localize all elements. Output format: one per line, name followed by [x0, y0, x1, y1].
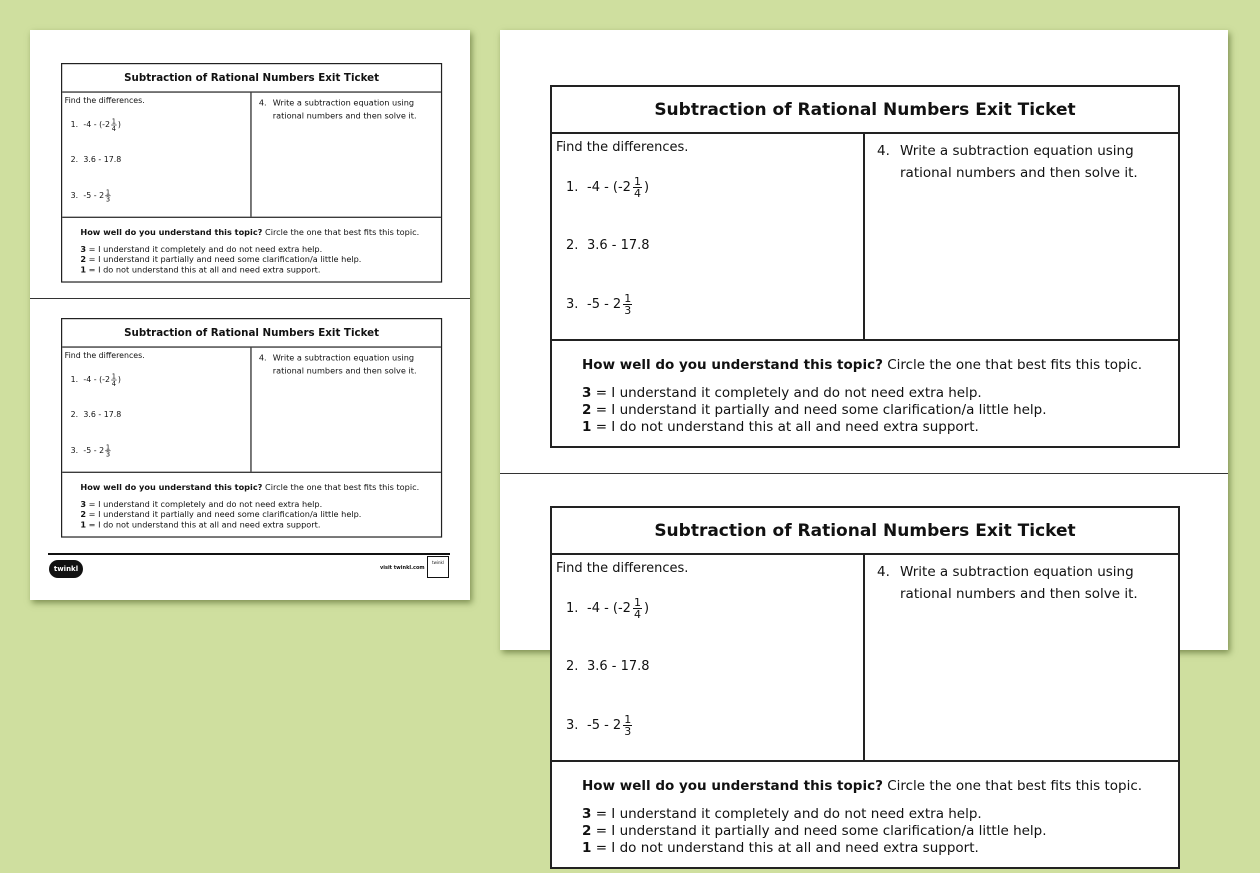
ticket-title: Subtraction of Rational Numbers Exit Ticket: [62, 319, 441, 347]
fraction: $\frac{1}{3}$: [105, 443, 111, 459]
instruction: Find the differences.: [556, 140, 689, 155]
cut-line: [500, 473, 1228, 474]
question-2: 2. 3.6 - 17.8: [566, 238, 650, 253]
preview-page-large: [500, 30, 1228, 856]
question-3: 3. -5 - 2 $\frac{1}{3}$: [566, 713, 632, 738]
question-3: 3. -5 - 2 $\frac{1}{3}$: [70, 443, 111, 459]
exit-ticket: [61, 63, 442, 283]
level-1: 1 = I do not understand this at all and need extra support.: [80, 520, 321, 530]
question-4: 4. Write a subtraction equation using rational numbers and then solve it.: [877, 564, 1138, 602]
question-2: 2. 3.6 - 17.8: [70, 155, 122, 165]
questions-panel: [62, 348, 251, 472]
question-1: 1. -4 - (-2 $\frac{1}{4}$ ): [70, 117, 121, 133]
exit-ticket: [550, 85, 1180, 448]
level-2: 2 = I understand it partially and need some clarification/a little help.: [80, 509, 362, 520]
fraction: $\frac{1}{3}$: [105, 188, 111, 204]
preview-page-small: [30, 30, 470, 600]
fraction: $\frac{1}{4}$: [111, 117, 117, 133]
level-3: 3 = I understand it completely and do not need extra help.: [582, 806, 982, 822]
ticket-title: Subtraction of Rational Numbers Exit Ticket: [552, 87, 1178, 134]
visit-link-text: visit twinkl.com: [380, 565, 425, 571]
level-1: 1 = I do not understand this at all and need extra support.: [80, 265, 321, 275]
level-1: 1 = I do not understand this at all and need extra support.: [582, 419, 979, 435]
question-4: 4. Write a subtraction equation using rational numbers and then solve it.: [877, 143, 1138, 181]
fraction: $\frac{1}{3}$: [624, 713, 632, 738]
footer-rule: [48, 553, 450, 555]
questions-panel: [552, 134, 865, 339]
questions-panel: [552, 555, 865, 760]
fraction: $\frac{1}{4}$: [633, 175, 641, 200]
level-2: 2 = I understand it partially and need some clarification/a little help.: [582, 823, 1047, 839]
level-3: 3 = I understand it completely and do not need extra help.: [582, 385, 982, 401]
question-1: 1. -4 - (-2 $\frac{1}{4}$ ): [566, 175, 650, 200]
fraction: $\frac{1}{3}$: [624, 292, 632, 317]
level-2: 2 = I understand it partially and need some clarification/a little help.: [582, 402, 1047, 418]
self-assessment: How well do you understand this topic? Circle the one that best fits this topic. 3 = I understand it completely and do not need extra help. 2 = I understand it partially and need some clarification/a little help. 1 = I do not understand this at all and need extra support.: [62, 218, 441, 285]
fraction: $\frac{1}{4}$: [633, 596, 641, 621]
self-assessment: How well do you understand this topic? Circle the one that best fits this topic. 3 = I understand it completely and do not need extra help. 2 = I understand it partially and need some clarification/a little help. 1 = I do not understand this at all and need extra support.: [552, 762, 1178, 873]
question-2: 2. 3.6 - 17.8: [70, 410, 122, 420]
fraction: $\frac{1}{4}$: [111, 372, 117, 388]
ticket-title: Subtraction of Rational Numbers Exit Ticket: [552, 508, 1178, 555]
ticket-title: Subtraction of Rational Numbers Exit Ticket: [62, 64, 441, 92]
question-3: 3. -5 - 2 $\frac{1}{3}$: [70, 188, 111, 204]
self-assessment: How well do you understand this topic? Circle the one that best fits this topic. 3 = I understand it completely and do not need extra help. 2 = I understand it partially and need some clarification/a little help. 1 = I do not understand this at all and need extra support.: [62, 473, 441, 540]
questions-panel: [62, 93, 251, 217]
exit-ticket: [61, 318, 442, 538]
question-1: 1. -4 - (-2 $\frac{1}{4}$ ): [70, 372, 121, 388]
cut-line: [30, 298, 470, 299]
level-2: 2 = I understand it partially and need some clarification/a little help.: [80, 254, 362, 265]
level-3: 3 = I understand it completely and do not need extra help.: [80, 499, 323, 510]
instruction: Find the differences.: [64, 351, 145, 361]
level-3: 3 = I understand it completely and do not need extra help.: [80, 244, 323, 255]
instruction: Find the differences.: [64, 96, 145, 106]
question-3: 3. -5 - 2 $\frac{1}{3}$: [566, 292, 632, 317]
question-1: 1. -4 - (-2 $\frac{1}{4}$ ): [566, 596, 650, 621]
exit-ticket: [550, 506, 1180, 869]
question-4: 4. Write a subtraction equation using rational numbers and then solve it.: [258, 353, 417, 377]
twinkl-badge: twinkl: [427, 556, 449, 578]
level-1: 1 = I do not understand this at all and need extra support.: [582, 840, 979, 856]
twinkl-logo: twinkl: [49, 560, 83, 578]
question-4: 4. Write a subtraction equation using rational numbers and then solve it.: [258, 98, 417, 122]
question-2: 2. 3.6 - 17.8: [566, 659, 650, 674]
instruction: Find the differences.: [556, 561, 689, 576]
self-assessment: How well do you understand this topic? Circle the one that best fits this topic. 3 = I understand it completely and do not need extra help. 2 = I understand it partially and need some clarification/a little help. 1 = I do not understand this at all and need extra support.: [552, 341, 1178, 452]
